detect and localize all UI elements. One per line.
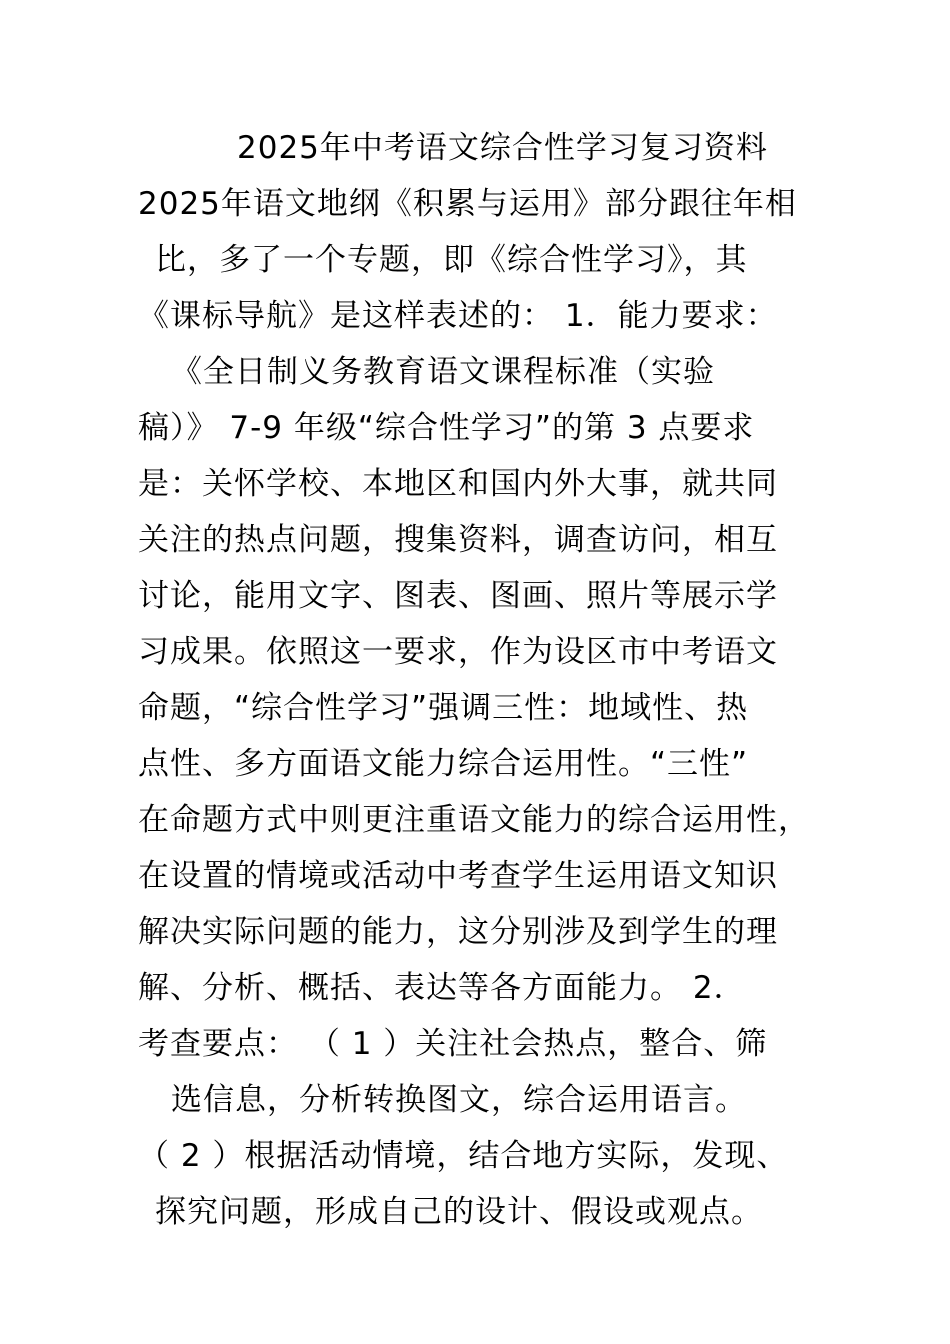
paragraph-line-7: 关注的热点问题，搜集资料，调查访问，相互: [138, 522, 778, 558]
paragraph-line-10: 命题，“综合性学习”强调三性：地域性、热: [138, 690, 749, 726]
paragraph-line-14: 解决实际问题的能力，这分别涉及到学生的理: [138, 914, 778, 950]
paragraph-line-9: 习成果。依照这一要求，作为设区市中考语文: [138, 634, 778, 670]
paragraph-line-8: 讨论，能用文字、图表、图画、照片等展示学: [138, 578, 778, 614]
paragraph-line-18: （ 2 ）根据活动情境，结合地方实际，发现、: [138, 1138, 789, 1174]
paragraph-line-1: 2025年语文地纲《积累与运用》部分跟往年相: [138, 186, 797, 222]
paragraph-line-16: 考查要点： （ 1 ）关注社会热点，整合、筛: [138, 1026, 768, 1062]
paragraph-line-12: 在命题方式中则更注重语文能力的综合运用性，: [138, 802, 810, 838]
paragraph-line-2: 比，多了一个专题，即《综合性学习》，其: [155, 242, 748, 278]
paragraph-line-11: 点性、多方面语文能力综合运用性。“三性”: [138, 746, 749, 782]
paragraph-line-6: 是：关怀学校、本地区和国内外大事，就共同: [138, 466, 778, 502]
paragraph-line-19: 探究问题，形成自己的设计、假设或观点。: [155, 1194, 763, 1230]
paragraph-line-15: 解、分析、概括、表达等各方面能力。 2．: [138, 970, 746, 1006]
paragraph-line-13: 在设置的情境或活动中考查学生运用语文知识: [138, 858, 778, 894]
paragraph-line-3: 《课标导航》是这样表述的： 1．能力要求：: [138, 298, 778, 334]
paragraph-line-5: 稿）》 7-9 年级“综合性学习”的第 3 点要求: [138, 410, 755, 446]
paragraph-line-17: 选信息，分析转换图文，综合运用语言。: [171, 1082, 747, 1118]
document-title: 2025年中考语文综合性学习复习资料: [237, 130, 768, 166]
paragraph-line-4: 《全日制义务教育语文课程标准（实验: [171, 354, 715, 390]
